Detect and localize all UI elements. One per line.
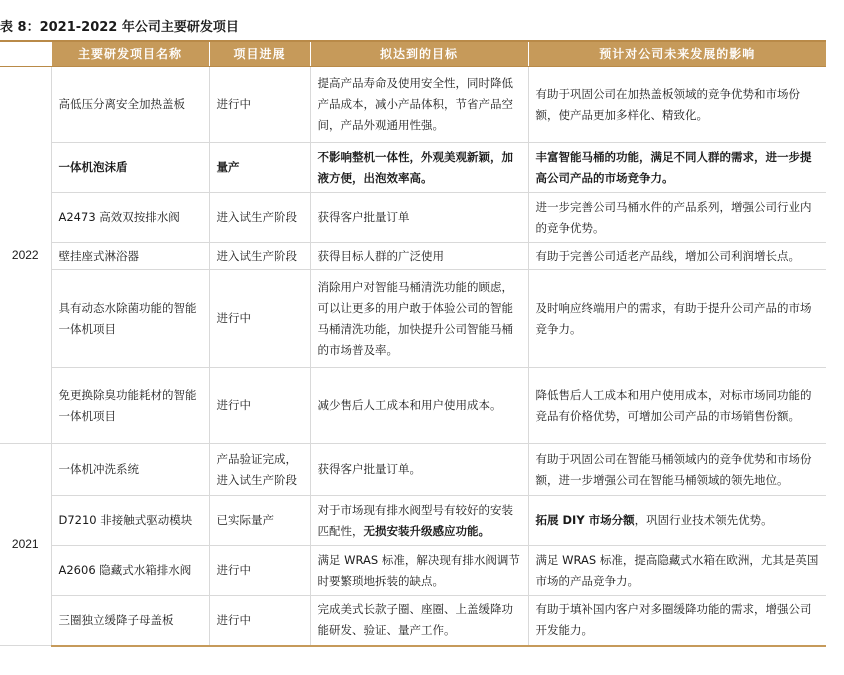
header-row <box>0 41 826 67</box>
year-cell-2022: 2022 <box>0 67 51 444</box>
item-cell: A2473 高效双按排水阀 <box>51 193 209 243</box>
header-year-cell <box>0 41 51 67</box>
impact-cell: 满足 WRAS 标准，提高隐藏式水箱在欧洲，尤其是英国市场的产品竞争力。 <box>528 546 826 596</box>
table-row <box>0 546 826 596</box>
goal-text: 对于市场现有排水阀型号有较好的安装匹配性， <box>317 502 513 538</box>
goal-cell: 获得客户批量订单。 <box>310 444 528 496</box>
impact-cell: 降低售后人工成本和用户使用成本，对标市场同功能的竞品有价格优势，可增加公司产品的市场销售份额。 <box>528 368 826 444</box>
progress-cell: 进入试生产阶段 <box>209 243 310 270</box>
item-cell: 具有动态水除菌功能的智能一体机项目 <box>51 270 209 368</box>
impact-text: ，巩固行业技术领先优势。 <box>634 513 773 527</box>
goal-cell: 消除用户对智能马桶清洗功能的顾虑，可以让更多的用户敢于体验公司的智能马桶清洗功能，加快提升公司智能马桶的市场普及率。 <box>310 270 528 368</box>
table-row <box>0 67 826 143</box>
goal-cell: 获得客户批量订单 <box>310 193 528 243</box>
item-cell: 一体机冲洗系统 <box>51 444 209 496</box>
header-impact: 预计对公司未来发展的影响 <box>528 41 826 67</box>
progress-cell: 进行中 <box>209 368 310 444</box>
impact-cell: 有助于完善公司适老产品线，增加公司利润增长点。 <box>528 243 826 270</box>
impact-bold-text: 拓展 DIY 市场分额 <box>535 513 635 527</box>
table-row <box>0 596 826 646</box>
goal-cell: 满足 WRAS 标准，解决现有排水阀调节时要繁琐地拆装的缺点。 <box>310 546 528 596</box>
table-row <box>0 143 826 193</box>
goal-cell: 减少售后人工成本和用户使用成本。 <box>310 368 528 444</box>
goal-cell <box>310 496 528 546</box>
table-caption: 表 8：2021-2022 年公司主要研发项目 <box>0 20 239 35</box>
item-cell: A2606 隐藏式水箱排水阀 <box>51 546 209 596</box>
progress-cell: 进行中 <box>209 67 310 143</box>
year-cell-2021: 2021 <box>0 444 51 646</box>
table-row <box>0 193 826 243</box>
impact-cell: 有助于巩固公司在加热盖板领域的竞争优势和市场份额，使产品更加多样化、精致化。 <box>528 67 826 143</box>
table-row <box>0 444 826 496</box>
goal-bold-text: 无损安装升级感应功能。 <box>363 523 490 538</box>
table-row <box>0 243 826 270</box>
progress-cell: 已实际量产 <box>209 496 310 546</box>
item-cell: 一体机泡沫盾 <box>51 143 209 193</box>
item-cell: 高低压分离安全加热盖板 <box>51 67 209 143</box>
goal-cell: 获得目标人群的广泛使用 <box>310 243 528 270</box>
header-goal: 拟达到的目标 <box>310 41 528 67</box>
progress-cell: 量产 <box>209 143 310 193</box>
goal-cell: 提高产品寿命及使用安全性，同时降低产品成本，减小产品体积，节省产品空间，产品外观通用性强。 <box>310 67 528 143</box>
impact-cell: 进一步完善公司马桶水件的产品系列，增强公司行业内的竞争优势。 <box>528 193 826 243</box>
progress-cell: 进行中 <box>209 270 310 368</box>
item-cell: D7210 非接触式驱动模块 <box>51 496 209 546</box>
goal-cell: 不影响整机一体性，外观美观新颖，加液方便，出泡效率高。 <box>310 143 528 193</box>
item-cell: 三圈独立缓降子母盖板 <box>51 596 209 646</box>
goal-cell: 完成美式长款子圈、座圈、上盖缓降功能研发、验证、量产工作。 <box>310 596 528 646</box>
progress-cell: 进行中 <box>209 546 310 596</box>
impact-cell: 及时响应终端用户的需求，有助于提升公司产品的市场竞争力。 <box>528 270 826 368</box>
impact-cell: 丰富智能马桶的功能，满足不同人群的需求，进一步提高公司产品的市场竞争力。 <box>528 143 826 193</box>
table-row <box>0 368 826 444</box>
impact-cell: 有助于填补国内客户对多圈缓降功能的需求，增强公司开发能力。 <box>528 596 826 646</box>
item-cell: 壁挂座式淋浴器 <box>51 243 209 270</box>
rd-projects-table <box>0 40 826 647</box>
header-progress: 项目进展 <box>209 41 310 67</box>
table-row <box>0 270 826 368</box>
impact-cell: 有助于巩固公司在智能马桶领域内的竞争优势和市场份额，进一步增强公司在智能马桶领域的领先地位。 <box>528 444 826 496</box>
item-cell: 免更换除臭功能耗材的智能一体机项目 <box>51 368 209 444</box>
progress-cell: 进入试生产阶段 <box>209 193 310 243</box>
impact-cell <box>528 496 826 546</box>
progress-cell: 进行中 <box>209 596 310 646</box>
progress-cell: 产品验证完成，进入试生产阶段 <box>209 444 310 496</box>
header-item: 主要研发项目名称 <box>51 41 209 67</box>
table-row <box>0 496 826 546</box>
